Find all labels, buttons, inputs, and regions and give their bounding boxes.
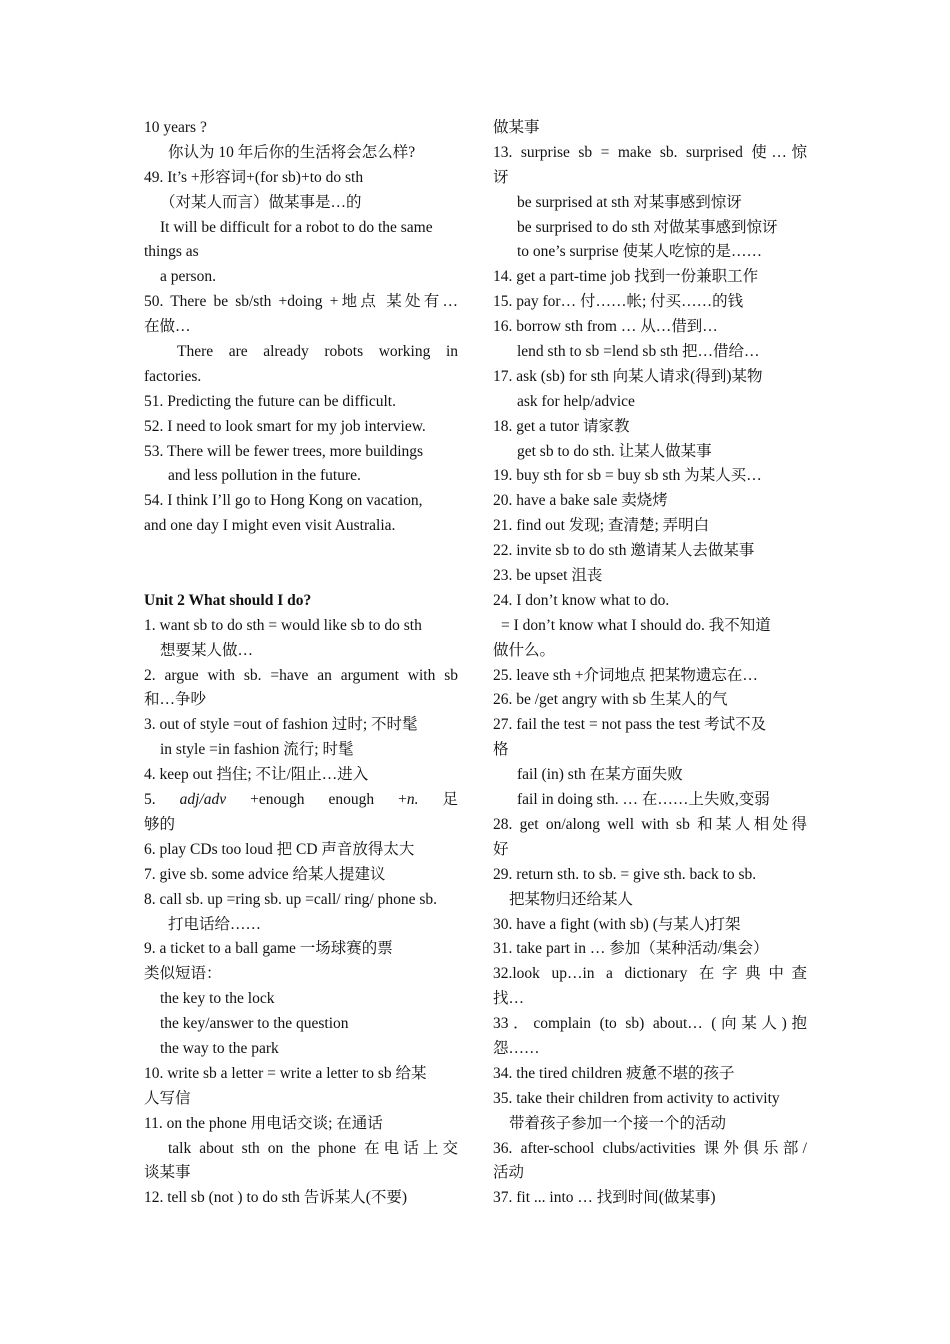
text-line: 13. surprise sb = make sb. surprised 使…惊 [493, 143, 807, 161]
text-line: 人写信 [144, 1089, 191, 1107]
text-line: lend sth to sb =lend sb sth 把…借给… [517, 343, 760, 361]
text-line: 和…争吵 [144, 691, 207, 709]
text-line: fail (in) sth 在某方面失败 [517, 766, 683, 784]
text-line: 10. write sb a letter = write a letter to sb 给某 [144, 1064, 427, 1082]
text-line: 17. ask (sb) for sth 向某人请求(得到)某物 [493, 367, 763, 385]
text-line: 想要某人做… [160, 641, 254, 659]
text-line: 36. after-school clubs/activities 课外俱乐部/ [493, 1139, 807, 1157]
text-line: 52. I need to look smart for my job interview. [144, 417, 426, 435]
text-line: talk about sth on the phone 在电话上交 [168, 1139, 458, 1157]
text-line: 7. give sb. some advice 给某人提建议 [144, 865, 386, 883]
text-line: the key to the lock [160, 990, 275, 1008]
text-line: 8. call sb. up =ring sb. up =call/ ring/ phone sb. [144, 890, 438, 908]
text-line: 32.look up…in a dictionary 在字典中查 [493, 965, 807, 983]
text-line: 3. out of style =out of fashion 过时; 不时髦 [144, 716, 418, 734]
text-line: 2. argue with sb. =have an argument with sb [144, 666, 458, 684]
text-line: 5. adj/adv +enough enough +n. 足 [144, 791, 458, 809]
text-line: 51. Predicting the future can be difficult. [144, 392, 396, 410]
text-line: 你认为 10 年后你的生活将会怎么样? [168, 143, 416, 161]
text-line: 12. tell sb (not ) to do sth 告诉某人(不要) [144, 1189, 408, 1207]
text-line: 15. pay for… 付……帐; 付买……的钱 [493, 293, 744, 311]
text-line: 29. return sth. to sb. = give sth. back to sb. [493, 865, 757, 883]
text-line: 怨…… [493, 1039, 540, 1057]
text-line: 4. keep out 挡住; 不让/阻止…进入 [144, 766, 369, 784]
blank-line [144, 539, 458, 564]
text-line: 类似短语： [144, 965, 222, 983]
text-line: 27. fail the test = not pass the test 考试不及 [493, 716, 767, 734]
text-line: 33．complain (to sb) about… (向某人)抱 [493, 1015, 807, 1033]
text-line: （对某人而言）做某事是…的 [160, 193, 362, 211]
text-line: 14. get a part-time job 找到一份兼职工作 [493, 268, 759, 286]
text-line: factories. [144, 367, 202, 385]
text-line: 37. fit ... into … 找到时间(做某事) [493, 1189, 716, 1207]
text-line: things as [144, 243, 199, 261]
text-line: to one’s surprise 使某人吃惊的是…… [517, 243, 762, 261]
text-line: 18. get a tutor 请家教 [493, 417, 630, 435]
text-line: It will be difficult for a robot to do the same [160, 218, 433, 236]
text-line: 格 [493, 741, 509, 759]
text-line: be surprised to do sth 对做某事感到惊讶 [517, 218, 778, 236]
blank-line [144, 564, 458, 589]
text-line: 在做… [144, 318, 191, 336]
text-line: 31. take part in … 参加（某种活动/集会） [493, 940, 769, 958]
text-line: = I don’t know what I should do. 我不知道 [501, 616, 771, 634]
text-line: 50. There be sb/sth +doing +地点 某处有… [144, 293, 458, 311]
text-line: 好 [493, 840, 509, 858]
text-line: 21. find out 发现; 查清楚; 弄明白 [493, 517, 710, 535]
text-line: 打电话给…… [168, 915, 262, 933]
left-column [144, 116, 458, 1211]
text-line: 讶 [493, 168, 509, 186]
text-line: 53. There will be fewer trees, more buildings [144, 442, 424, 460]
text-line: 49. It’s +形容词+(for sb)+to do sth [144, 168, 364, 186]
text-line: get sb to do sth. 让某人做某事 [517, 442, 712, 460]
text-line: 做什么。 [493, 641, 556, 659]
section-heading: Unit 2 What should I do? [144, 591, 312, 609]
text-line: and one day I might even visit Australia. [144, 517, 396, 535]
text-line: ask for help/advice [517, 392, 635, 410]
text-line: fail in doing sth. … 在……上失败,变弱 [517, 791, 770, 809]
text-line: 16. borrow sth from … 从…借到… [493, 318, 718, 336]
text-line: 活动 [493, 1164, 525, 1182]
text-line: 做某事 [493, 119, 540, 136]
text-line: 带着孩子参加一个接一个的活动 [509, 1114, 727, 1132]
text-line: 54. I think I’ll go to Hong Kong on vacation, [144, 492, 423, 510]
text-line: 28. get on/along well with sb 和某人相处得 [493, 815, 807, 833]
text-line: a person. [160, 268, 216, 286]
text-line: 26. be /get angry with sb 生某人的气 [493, 691, 728, 709]
text-line: the key/answer to the question [160, 1015, 349, 1033]
text-line: There are already robots working in [177, 343, 458, 361]
text-line: 24. I don’t know what to do. [493, 591, 670, 609]
text-line: the way to the park [160, 1039, 279, 1057]
text-line: 够的 [144, 815, 176, 833]
text-line: 34. the tired children 疲惫不堪的孩子 [493, 1064, 735, 1082]
right-column [493, 116, 807, 1211]
text-line: 10 years ? [144, 119, 207, 136]
text-line: 22. invite sb to do sth 邀请某人去做某事 [493, 542, 755, 560]
text-line: 20. have a bake sale 卖烧烤 [493, 492, 668, 510]
text-line: be surprised at sth 对某事感到惊讶 [517, 193, 742, 211]
text-line: 23. be upset 沮丧 [493, 567, 603, 585]
text-line: in style =in fashion 流行; 时髦 [160, 741, 354, 759]
text-line: 35. take their children from activity to activity [493, 1089, 780, 1107]
text-line: 9. a ticket to a ball game 一场球赛的票 [144, 940, 393, 958]
text-line: 6. play CDs too loud 把 CD 声音放得太大 [144, 840, 415, 858]
text-line: 把某物归还给某人 [509, 890, 634, 908]
text-line: 19. buy sth for sb = buy sb sth 为某人买… [493, 467, 762, 485]
text-line: and less pollution in the future. [168, 467, 361, 485]
text-line: 1. want sb to do sth = would like sb to do sth [144, 616, 422, 634]
text-line: 25. leave sth +介词地点 把某物遗忘在… [493, 666, 758, 684]
text-line: 11. on the phone 用电话交谈; 在通话 [144, 1114, 383, 1132]
text-line: 谈某事 [144, 1164, 191, 1182]
text-line: 找… [493, 990, 525, 1008]
text-line: 30. have a fight (with sb) (与某人)打架 [493, 915, 741, 933]
